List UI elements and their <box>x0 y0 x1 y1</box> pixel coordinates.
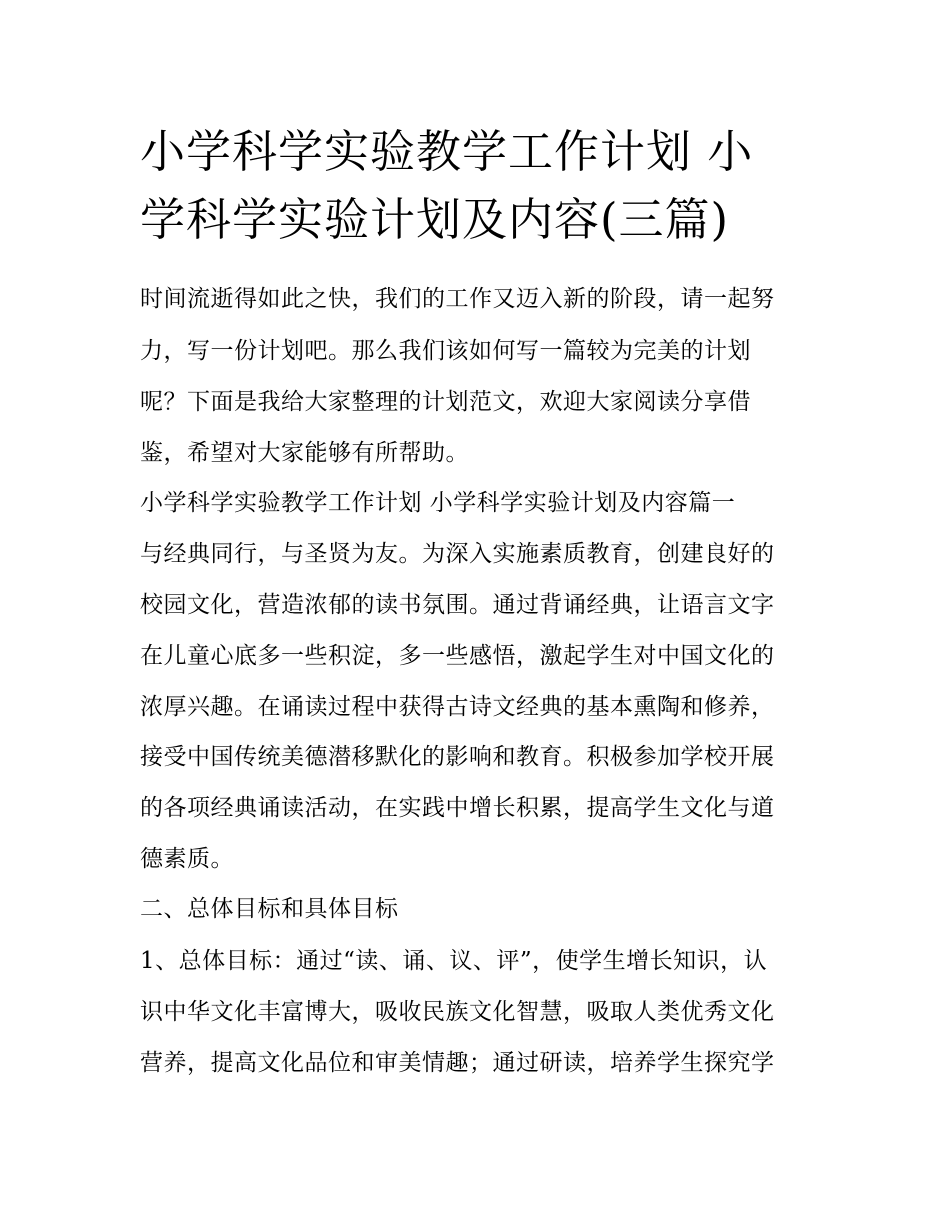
goals-line-3: 营养，提高文化品位和审美情趣；通过研读，培养学生探究学 <box>140 1050 775 1076</box>
paragraph-line-3: 在儿童心底多一些积淀，多一些感悟，激起学生对中国文化的 <box>140 643 775 669</box>
goals-line-2: 识中华文化丰富博大，吸收民族文化智慧，吸取人类优秀文化 <box>140 999 775 1025</box>
title-line-1: 小学科学实验教学工作计划 小 <box>140 125 754 178</box>
paragraph-line-2: 校园文化，营造浓郁的读书氛围。通过背诵经典，让语言文字 <box>140 592 775 618</box>
paragraph-line-5: 接受中国传统美德潜移默化的影响和教育。积极参加学校开展 <box>140 744 775 770</box>
paragraph-line-4: 浓厚兴趣。在诵读过程中获得古诗文经典的基本熏陶和修养， <box>140 694 775 720</box>
paragraph-line-6: 的各项经典诵读活动，在实践中增长积累，提高学生文化与道 <box>140 795 775 821</box>
goals-line-1: 1、总体目标：通过“读、诵、议、评”，使学生增长知识，认 <box>140 948 768 974</box>
paragraph-line-7: 德素质。 <box>140 846 234 872</box>
intro-line-2: 力，写一份计划吧。那么我们该如何写一篇较为完美的计划 <box>140 338 751 364</box>
intro-line-4: 鉴，希望对大家能够有所帮助。 <box>140 440 469 466</box>
intro-line-1: 时间流逝得如此之快，我们的工作又迈入新的阶段，请一起努 <box>140 286 775 312</box>
section-heading-part-one: 小学科学实验教学工作计划 小学科学实验计划及内容篇一 <box>140 490 736 516</box>
title-line-2: 学科学实验计划及内容(三篇) <box>140 193 730 246</box>
intro-line-3: 呢？下面是我给大家整理的计划范文，欢迎大家阅读分享借 <box>140 389 751 415</box>
section-heading-goals: 二、总体目标和具体目标 <box>140 896 399 922</box>
document-title <box>140 118 820 254</box>
paragraph-line-1: 与经典同行，与圣贤为友。为深入实施素质教育，创建良好的 <box>140 541 775 567</box>
